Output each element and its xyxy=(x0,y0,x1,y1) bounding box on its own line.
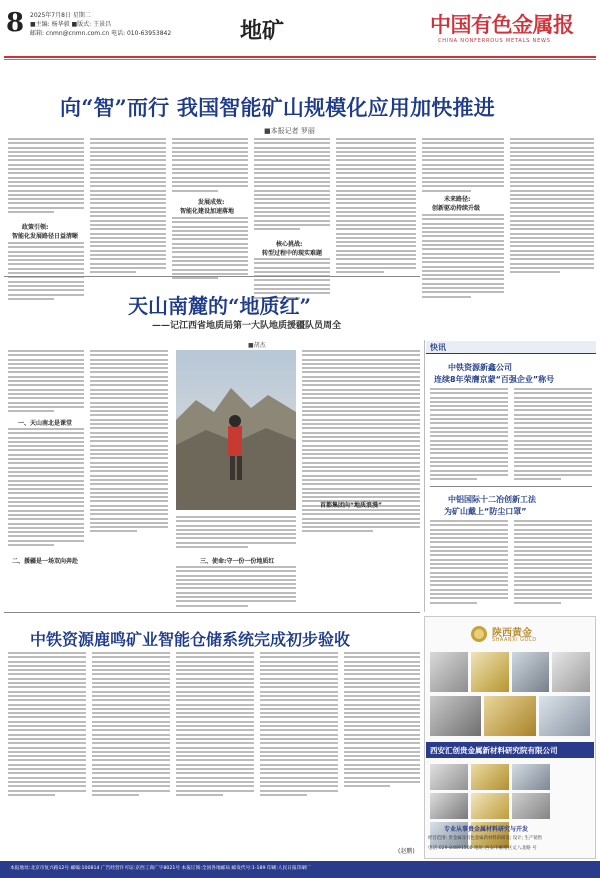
lead-col-1b xyxy=(8,242,84,302)
feature-photo xyxy=(176,350,296,510)
right-subhead-future-2: 创新驱动持续升级 xyxy=(432,205,481,212)
feature-headline: 天山南麓的“地质红” xyxy=(128,294,312,318)
express-divider xyxy=(430,486,592,487)
footer-text: 本报地址:北京市复兴路12号 邮编:100814 广告经营许可证:京西工商广字8021号 本报订阅:全国各地邮局 邮发代号:1-189 印刷:人民日报印刷厂 xyxy=(10,866,311,871)
lead-bottom-rule xyxy=(4,276,420,277)
express-item-1-col-b xyxy=(514,388,592,483)
lead-subhead-challenge-2: 转型过程中的现实难题 xyxy=(262,250,323,257)
product-image xyxy=(471,652,509,692)
product-image xyxy=(430,764,468,790)
advert-line-1: 经营范围: 贵金属及有色金属新材料的研发; 设计; 生产销售 xyxy=(428,836,543,841)
feature-byline: ■胡杰 xyxy=(248,342,266,349)
express-item-1-title: 中铁资源新鑫公司 xyxy=(448,363,512,372)
lead-byline: ■本报记者 罗丽 xyxy=(264,127,315,135)
feature-subtitle: ——记江西省地质局第一大队地质援疆队员周全 xyxy=(152,321,342,331)
header-rule xyxy=(4,56,596,58)
page-number: 8 xyxy=(6,8,25,38)
product-image xyxy=(430,652,468,692)
header-rule-thin xyxy=(4,59,596,60)
advert-logo-box xyxy=(470,622,550,646)
lead-col-2 xyxy=(90,138,166,276)
feature-col-3b xyxy=(176,566,296,609)
page-header xyxy=(0,0,600,58)
express-label: 快讯 xyxy=(430,343,446,352)
advert-brand-cn: 陕西黄金 xyxy=(492,628,532,639)
advert-slogan: 专业从事贵金属材料研究与开发 xyxy=(444,826,529,833)
product-image xyxy=(430,793,468,819)
feature-col-1 xyxy=(8,350,84,414)
feature-bottom-rule xyxy=(4,612,420,613)
feature-subhead-1: 一、天山南北是课堂 xyxy=(18,420,73,427)
express-label-box xyxy=(426,341,596,354)
product-image xyxy=(430,696,481,736)
contact-line: 邮箱: cnmn@cnmn.com.cn 电话: 010-63953842 xyxy=(30,30,172,37)
editor-line: ■主编: 杨华毅 ■版式: 王景昌 xyxy=(30,21,112,28)
product-image xyxy=(552,652,590,692)
feature-col-1b xyxy=(8,428,84,548)
lead-col-3b xyxy=(172,217,248,281)
lead-col-6b xyxy=(422,214,504,300)
bottom-col-1 xyxy=(8,652,86,798)
lead-col-3 xyxy=(172,138,248,194)
feature-subhead-3: 三、使命:守一份一份地质红 xyxy=(200,558,275,565)
bottom-col-3 xyxy=(176,652,254,798)
bottom-col-4 xyxy=(260,652,338,798)
express-item-2-title: 中铝国际十二冶创新工法 xyxy=(448,495,536,504)
feature-subhead-2: 二、援疆是一场双向奔赴 xyxy=(12,558,79,565)
advert-gallery xyxy=(430,764,590,820)
lead-headline: 向“智”而行 我国智能矿山规模化应用加快推进 xyxy=(60,95,495,120)
feature-col-2 xyxy=(90,350,168,535)
product-image xyxy=(539,696,590,736)
date-line: 2025年7月8日 星期二 xyxy=(30,12,91,19)
express-item-2-col-a xyxy=(430,520,508,606)
product-image xyxy=(512,764,550,790)
right-subhead-future-1: 未来路径: xyxy=(444,196,471,203)
express-item-2-title2: 为矿山戴上“防尘口罩” xyxy=(444,507,527,516)
advert-product-row-2 xyxy=(430,696,590,736)
masthead: 中国有色金属报 xyxy=(430,12,574,37)
express-item-1-col-a xyxy=(430,388,508,483)
lead-col-6 xyxy=(422,138,504,194)
advert-line-2: 电话:029-84891500 地址:西安市雁塔区丈八北路 号 xyxy=(428,846,537,851)
feature-subhead-4: 首都集团向“地质浪漫” xyxy=(320,502,382,509)
lead-col-7 xyxy=(510,138,594,276)
lead-col-4 xyxy=(254,138,330,233)
bottom-col-5 xyxy=(344,652,420,790)
product-image xyxy=(471,764,509,790)
lead-subhead-results-1: 发展成效: xyxy=(198,199,225,206)
mountain-landscape-icon xyxy=(176,350,296,510)
bottom-col-2 xyxy=(92,652,170,798)
bottom-credit: (赵鹏) xyxy=(398,848,415,855)
product-image xyxy=(512,652,550,692)
advert-company: 西安汇创贵金属新材料研究院有限公司 xyxy=(430,746,558,755)
lead-col-5 xyxy=(336,138,416,276)
masthead-sub: CHINA NONFERROUS METALS NEWS xyxy=(438,38,551,44)
lead-col-1 xyxy=(8,138,84,215)
product-image xyxy=(471,793,509,819)
lead-subhead-results-2: 智能化建设加速落地 xyxy=(180,208,235,215)
lead-subhead-challenge-1: 核心挑战: xyxy=(276,241,303,248)
product-image xyxy=(484,696,535,736)
advert-product-row-1 xyxy=(430,652,590,692)
product-image xyxy=(512,793,550,819)
lead-subhead-policy-1: 政策引领: xyxy=(22,224,49,231)
feature-col-3 xyxy=(176,516,296,550)
lead-subhead-policy-2: 智能化发展路径日益清晰 xyxy=(12,233,79,240)
express-item-2-col-b xyxy=(514,520,592,606)
section-name: 地矿 xyxy=(240,18,285,44)
bottom-headline: 中铁资源鹿鸣矿业智能仓储系统完成初步验收 xyxy=(30,630,351,649)
express-item-1-title2: 连续8年荣膺京蒙“百强企业”称号 xyxy=(434,375,555,384)
advert-brand-en: SHAANXI GOLD xyxy=(492,637,537,643)
gold-emblem-icon xyxy=(470,625,488,643)
